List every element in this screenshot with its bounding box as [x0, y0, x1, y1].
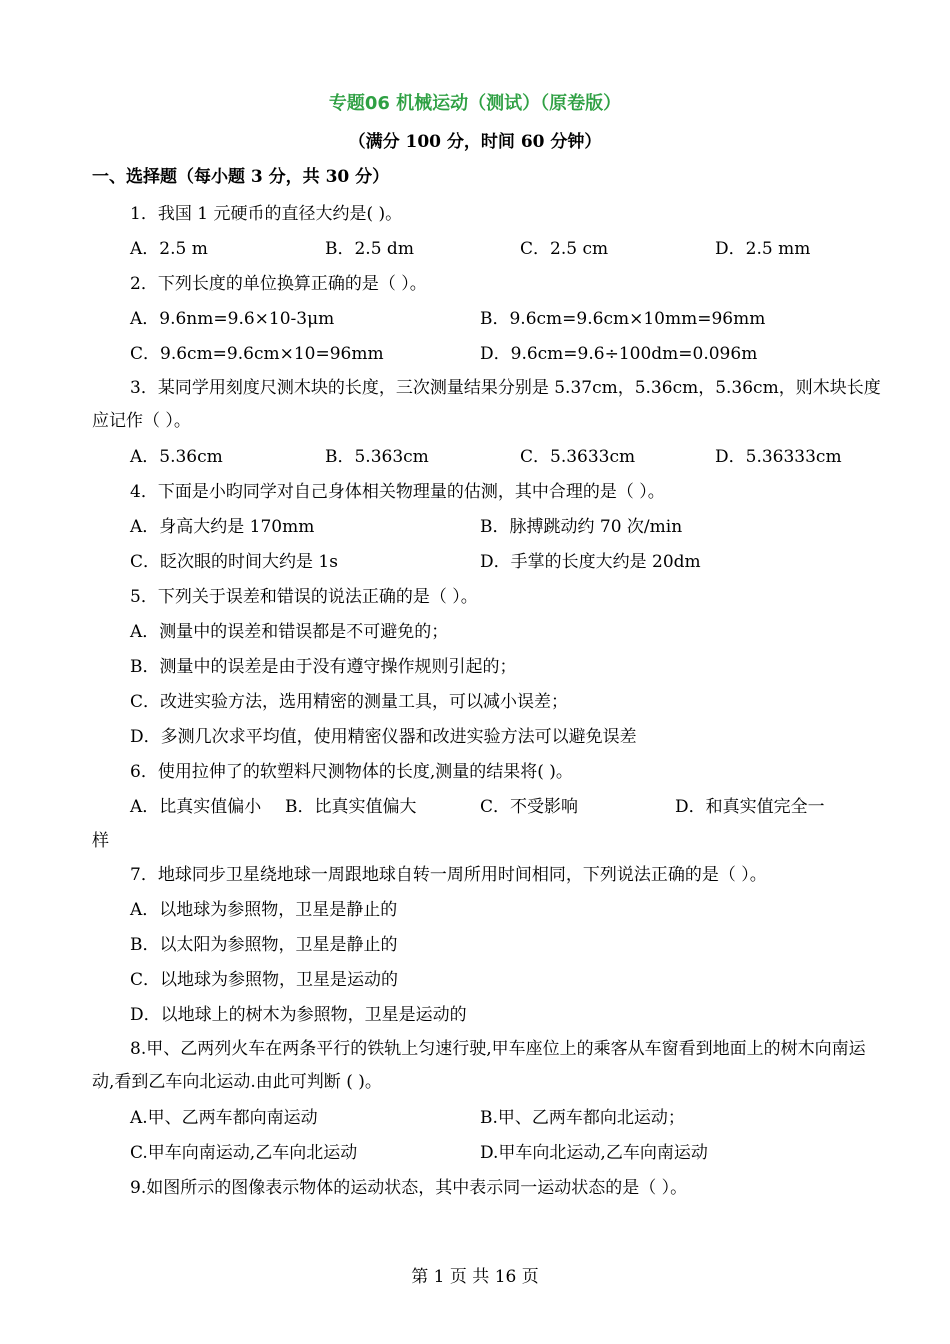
- question-2: 2．下列长度的单位换算正确的是（ ）。: [130, 274, 427, 294]
- section-heading: 一、选择题（每小题 3 分，共 30 分）: [92, 167, 390, 187]
- option-a: A.甲、乙两车都向南运动: [130, 1108, 318, 1128]
- question-3: 3．某同学用刻度尺测木块的长度，三次测量结果分别是 5.37cm，5.36cm，5.36cm，则木块长度应记作（ ）。: [92, 378, 881, 431]
- option-a: A．2.5 m: [130, 239, 208, 259]
- option-d: D．5.36333cm: [715, 447, 842, 467]
- page-footer: 第 1 页 共 16 页: [411, 1267, 539, 1287]
- option-a: A．9.6nm=9.6×10-3μm: [130, 309, 335, 329]
- option-b: B．比真实值偏大: [285, 797, 417, 817]
- question-list: [92, 197, 882, 1206]
- option-b: B．脉搏跳动约 70 次/min: [480, 517, 683, 537]
- option-a: A．测量中的误差和错误都是不可避免的；: [130, 622, 449, 642]
- option-d-continuation: 样: [92, 831, 109, 851]
- question-4-options-row1: [92, 510, 882, 545]
- question-8: 8.甲、乙两列火车在两条平行的铁轨上匀速行驶,甲车座位上的乘客从车窗看到地面上的树木向南运动,看到乙车向北运动.由此可判断 ( )。: [92, 1039, 866, 1092]
- question-8-options-row1: [92, 1101, 882, 1136]
- option-b: B．以太阳为参照物，卫星是静止的: [130, 935, 398, 955]
- option-d: D．和真实值完全一: [675, 797, 825, 817]
- option-c: C．改进实验方法，选用精密的测量工具，可以减小误差；: [130, 692, 569, 712]
- option-d: D．9.6cm=9.6÷100dm=0.096m: [480, 344, 758, 364]
- question-6: 6．使用拉伸了的软塑料尺测物体的长度,测量的结果将( )。: [130, 762, 573, 782]
- question-4-options-row2: [92, 545, 882, 580]
- option-a: A．身高大约是 170mm: [130, 517, 315, 537]
- question-2-options-row1: [92, 302, 882, 337]
- question-1-options: [92, 232, 882, 267]
- option-d: D．以地球上的树木为参照物，卫星是运动的: [130, 1005, 467, 1025]
- option-d: D．2.5 mm: [715, 239, 811, 259]
- option-c: C．眨次眼的时间大约是 1s: [130, 552, 338, 572]
- option-c: C．2.5 cm: [520, 239, 609, 259]
- option-b: B．测量中的误差是由于没有遵守操作规则引起的；: [130, 657, 517, 677]
- question-7: 7．地球同步卫星绕地球一周跟地球自转一周所用时间相同，下列说法正确的是（ ）。: [130, 865, 767, 885]
- question-9: 9.如图所示的图像表示物体的运动状态，其中表示同一运动状态的是（ ）。: [130, 1178, 688, 1198]
- question-1: 1．我国 1 元硬币的直径大约是( )。: [130, 204, 403, 224]
- option-c: C．5.3633cm: [520, 447, 636, 467]
- option-c: C.甲车向南运动,乙车向北运动: [130, 1143, 358, 1163]
- option-a: A．5.36cm: [130, 447, 223, 467]
- question-8-options-row2: [92, 1136, 882, 1171]
- option-b: B．2.5 dm: [325, 239, 414, 259]
- question-2-options-row2: [92, 337, 882, 372]
- option-d: D.甲车向北运动,乙车向南运动: [480, 1143, 708, 1163]
- option-b: B．5.363cm: [325, 447, 429, 467]
- option-c: C．以地球为参照物，卫星是运动的: [130, 970, 399, 990]
- document-subtitle: （满分 100 分，时间 60 分钟）: [348, 132, 602, 152]
- question-4: 4．下面是小昀同学对自己身体相关物理量的估测，其中合理的是（ ）。: [130, 482, 665, 502]
- question-3-options: [92, 440, 882, 475]
- option-a: A．比真实值偏小: [130, 797, 262, 817]
- option-c: C．9.6cm=9.6cm×10=96mm: [130, 344, 384, 364]
- question-5: 5．下列关于误差和错误的说法正确的是（ ）。: [130, 587, 478, 607]
- option-c: C．不受影响: [480, 797, 579, 817]
- option-b: B．9.6cm=9.6cm×10mm=96mm: [480, 309, 766, 329]
- document-title: 专题06 机械运动（测试）（原卷版）: [328, 93, 622, 114]
- option-d: D．手掌的长度大约是 20dm: [480, 552, 701, 572]
- option-b: B.甲、乙两车都向北运动；: [480, 1108, 685, 1128]
- option-a: A．以地球为参照物，卫星是静止的: [130, 900, 398, 920]
- option-d: D．多测几次求平均值，使用精密仪器和改进实验方法可以避免误差: [130, 727, 637, 747]
- question-6-options: [92, 790, 882, 825]
